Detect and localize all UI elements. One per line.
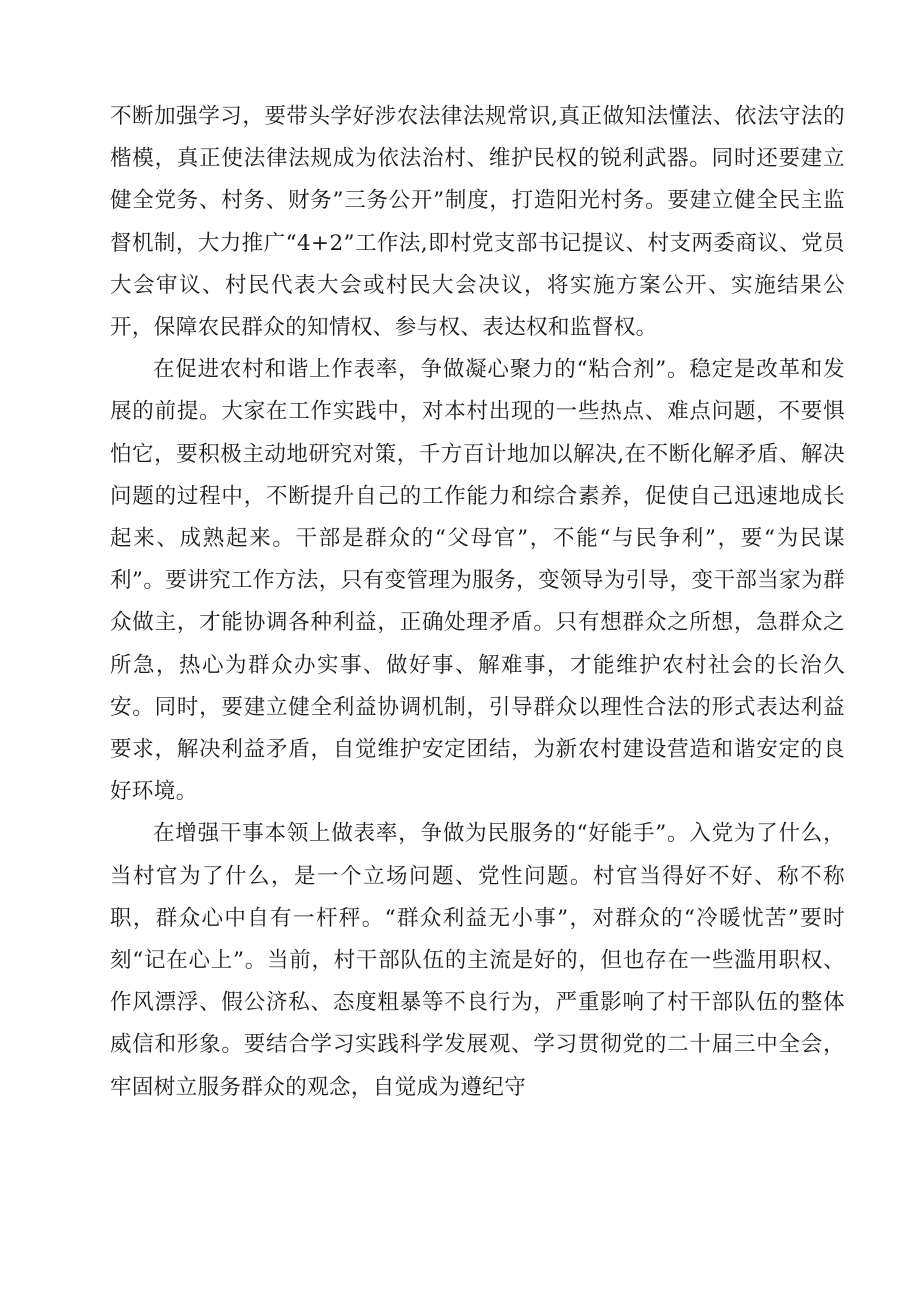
paragraph-2: 在促进农村和谐上作表率，争做凝心聚力的“粘合剂”。稳定是改革和发展的前提。大家在工作实践中，对本村出现的一些热点、难点问题，不要惧怕它，要积极主动地研究对策，千方百计地加以解决,在不断化解矛盾、解决问题的过程中，不断提升自己的工作能力和综合素养，促使自己迅速地成长起来、成熟起来。干部是群众的“父母官”，不能“与民争利”，要“为民谋利”。要讲究工作方法，只有变管理为服务，变领导为引导，变干部当家为群众做主，才能协调各种利益，正确处理矛盾。只有想群众之所想，急群众之所急，热心为群众办实事、做好事、解难事，才能维护农村社会的长治久安。同时，要建立健全利益协调机制，引导群众以理性合法的形式表达利益要求，解决利益矛盾，自觉维护安定团结，为新农村建设营造和谐安定的良好环境。 — [110, 357, 845, 805]
document-body — [110, 96, 845, 1109]
paragraph-1: 不断加强学习，要带头学好涉农法律法规常识,真正做知法懂法、依法守法的楷模，真正使法律法规成为依法治村、维护民权的锐利武器。同时还要建立健全党务、村务、财务”三务公开”制度，打造阳光村务。要建立健全民主监督机制，大力推广“4+2”工作法,即村党支部书记提议、村支两委商议、党员大会审议、村民代表大会或村民大会决议，将实施方案公开、实施结果公开，保障农民群众的知情权、参与权、表达权和监督权。 — [110, 104, 845, 341]
paragraph-3: 在增强干事本领上做表率，争做为民服务的“好能手”。入党为了什么，当村官为了什么，是一个立场问题、党性问题。村官当得好不好、称不称职，群众心中自有一杆秤。“群众利益无小事”，对群众的“冷暖忧苦”要时刻“记在心上”。当前，村干部队伍的主流是好的，但也存在一些滥用职权、作风漂浮、假公济私、态度粗暴等不良行为，严重影响了村干部队伍的整体威信和形象。要结合学习实践科学发展观、学习贯彻党的二十届三中全会，牢固树立服务群众的观念，自觉成为遵纪守 — [110, 821, 845, 1100]
